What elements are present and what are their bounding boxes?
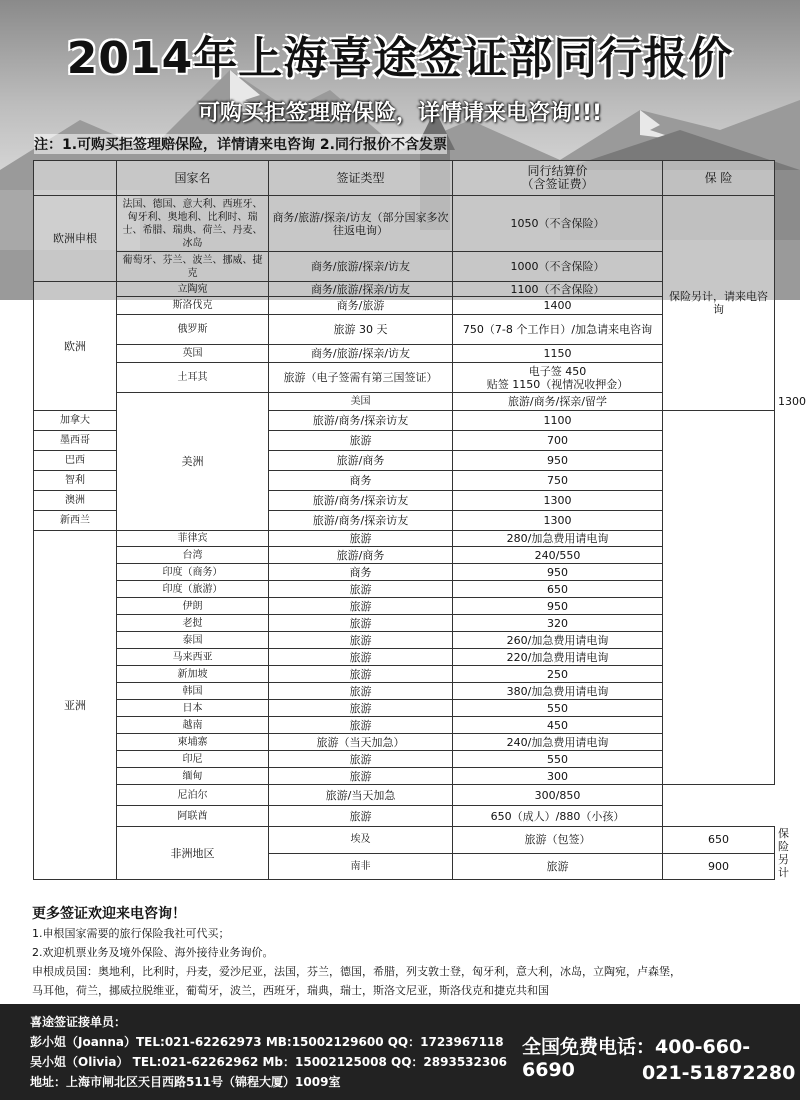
price-cell: 1100（不含保险） [453, 282, 663, 297]
country-cell: 韩国 [117, 683, 269, 700]
page-subtitle: 可购买拒签理赔保险，详情请来电咨询!!! [197, 101, 603, 126]
price-cell: 1300 [453, 491, 663, 511]
price-cell: 380/加急费用请电询 [453, 683, 663, 700]
price-cell: 1300 [453, 511, 663, 531]
country-cell: 斯洛伐克 [117, 297, 269, 315]
price-cell: 550 [453, 751, 663, 768]
price-cell: 电子签 450 贴签 1150（视情况收押金） [453, 363, 663, 393]
visa-type-cell: 商务/旅游 [269, 297, 453, 315]
country-cell: 台湾 [117, 547, 269, 564]
visa-type-cell: 旅游 [269, 531, 453, 547]
country-cell: 印尼 [117, 751, 269, 768]
country-cell: 泰国 [117, 632, 269, 649]
visa-type-cell: 旅游/商务/探亲访友 [269, 511, 453, 531]
page-title: 2014年上海喜途签证部同行报价 [66, 33, 734, 84]
table-header-row [34, 161, 775, 196]
header-insurance: 保 险 [663, 161, 775, 196]
country-cell: 法国、德国、意大利、西班牙、匈牙利、奥地利、比利时、瑞士、希腊、瑞典、荷兰、丹麦、冰岛 [117, 196, 269, 252]
price-cell: 650 [453, 581, 663, 598]
price-cell: 650（成人）/880（小孩） [453, 806, 663, 827]
country-cell: 英国 [117, 345, 269, 363]
visa-type-cell: 旅游/当天加急 [269, 785, 453, 806]
country-cell: 老挝 [117, 615, 269, 632]
visa-type-cell: 旅游/商务 [269, 547, 453, 564]
price-cell: 550 [453, 700, 663, 717]
country-cell: 埃及 [269, 827, 453, 854]
visa-type-cell: 旅游 [269, 581, 453, 598]
country-cell: 俄罗斯 [117, 315, 269, 345]
contact-bar [0, 1004, 800, 1100]
price-cell: 1050（不含保险） [453, 196, 663, 252]
country-cell: 菲律宾 [117, 531, 269, 547]
visa-type-cell: 旅游 30 天 [269, 315, 453, 345]
country-cell: 立陶宛 [117, 282, 269, 297]
price-cell: 250 [453, 666, 663, 683]
country-cell: 伊朗 [117, 598, 269, 615]
notice-text: 注：1.可购买拒签理赔保险，详情请来电咨询 2.同行报价不含发票 [34, 134, 447, 154]
country-cell: 南非 [269, 853, 453, 880]
country-cell: 新西兰 [34, 511, 117, 531]
visa-type-cell: 旅游 [269, 751, 453, 768]
visa-type-cell: 商务/旅游/探亲/访友 [269, 345, 453, 363]
price-cell: 300 [453, 768, 663, 785]
visa-type-cell: 旅游 [269, 632, 453, 649]
visa-type-cell: 旅游/商务/探亲/留学 [453, 393, 663, 411]
country-cell: 日本 [117, 700, 269, 717]
header-country: 国家名 [117, 161, 269, 196]
visa-type-cell: 旅游（电子签需有第三国签证） [269, 363, 453, 393]
insurance-cell [663, 411, 775, 785]
info-line: 申根成员国：奥地利，比利时，丹麦，爱沙尼亚，法国，芬兰，德国，希腊，列支敦士登，匈牙利，意大利，冰岛，立陶宛，卢森堡， [32, 965, 681, 978]
visa-type-cell: 旅游/商务/探亲访友 [269, 491, 453, 511]
country-cell: 阿联酋 [117, 806, 269, 827]
price-cell: 260/加急费用请电询 [453, 632, 663, 649]
region-cell: 美洲 [117, 393, 269, 531]
region-cell: 非洲地区 [117, 827, 269, 880]
table-row: 美洲 美国 旅游/商务/探亲/留学 1300 [34, 393, 775, 411]
country-cell: 马来西亚 [117, 649, 269, 666]
info-line: 1.申根国家需要的旅行保险我社可代买； [32, 927, 230, 940]
contact-label: 喜途签证接单员： [30, 1015, 127, 1029]
visa-type-cell: 旅游 [269, 806, 453, 827]
country-cell: 墨西哥 [34, 431, 117, 451]
contact-address: 地址：上海市闸北区天目西路511号（锦程大厦）1009室 [30, 1075, 341, 1089]
visa-type-cell: 旅游/商务 [269, 451, 453, 471]
visa-type-cell: 旅游 [269, 431, 453, 451]
price-cell: 450 [453, 717, 663, 734]
region-cell: 欧洲申根 [34, 196, 117, 282]
price-cell: 700 [453, 431, 663, 451]
info-section [32, 905, 777, 1000]
price-cell: 1150 [453, 345, 663, 363]
country-cell: 印度（商务） [117, 564, 269, 581]
price-cell: 300/850 [453, 785, 663, 806]
header-visa-type: 签证类型 [269, 161, 453, 196]
table-row [34, 806, 775, 827]
price-cell: 950 [453, 564, 663, 581]
visa-type-cell: 商务/旅游/探亲/访友（部分国家多次往返电询） [269, 196, 453, 252]
country-cell: 葡萄牙、芬兰、波兰、挪威、捷克 [117, 252, 269, 282]
region-cell: 亚洲 [34, 531, 117, 880]
country-cell: 巴西 [34, 451, 117, 471]
country-cell: 越南 [117, 717, 269, 734]
info-line: 马耳他，荷兰，挪威拉脱维亚，葡萄牙，波兰，西班牙，瑞典，瑞士，斯洛文尼亚，斯洛伐克和捷克共和国 [32, 984, 549, 997]
office-phone: 021-51872280 [642, 1062, 796, 1084]
contact-person-1: 彭小姐（Joanna）TEL:021-62262973 MB:15002129600 QQ：1723967118 [30, 1035, 504, 1049]
table-row [34, 196, 775, 252]
price-cell: 900 [663, 853, 775, 880]
country-cell: 新加坡 [117, 666, 269, 683]
visa-type-cell: 旅游 [269, 683, 453, 700]
price-cell: 750（7-8 个工作日）/加急请来电咨询 [453, 315, 663, 345]
price-cell: 950 [453, 451, 663, 471]
header-region [34, 161, 117, 196]
country-cell: 柬埔寨 [117, 734, 269, 751]
region-cell: 欧洲 [34, 282, 117, 411]
price-cell: 240/加急费用请电询 [453, 734, 663, 751]
visa-type-cell: 旅游 [269, 615, 453, 632]
price-table [33, 160, 806, 880]
country-cell: 印度（旅游） [117, 581, 269, 598]
visa-type-cell: 旅游 [269, 666, 453, 683]
country-cell: 尼泊尔 [117, 785, 269, 806]
visa-type-cell: 旅游 [269, 768, 453, 785]
header-price: 同行结算价 （含签证费） [453, 161, 663, 196]
visa-type-cell: 旅游 [453, 853, 663, 880]
visa-type-cell: 商务 [269, 471, 453, 491]
visa-type-cell: 旅游 [269, 717, 453, 734]
contact-person-2: 吴小姐（Olivia） TEL:021-62262962 Mb：15002125008 QQ：2893532306 [30, 1055, 507, 1069]
country-cell: 加拿大 [34, 411, 117, 431]
price-cell: 280/加急费用请电询 [453, 531, 663, 547]
visa-type-cell: 旅游（包签） [453, 827, 663, 854]
hotline: 全国免费电话：400-660-6690 [522, 1036, 751, 1081]
country-cell: 智利 [34, 471, 117, 491]
price-cell: 1400 [453, 297, 663, 315]
price-cell: 750 [453, 471, 663, 491]
price-cell: 950 [453, 598, 663, 615]
visa-type-cell: 商务/旅游/探亲/访友 [269, 252, 453, 282]
visa-type-cell: 商务/旅游/探亲/访友 [269, 282, 453, 297]
info-heading: 更多签证欢迎来电咨询！ [32, 906, 186, 922]
visa-type-cell: 商务 [269, 564, 453, 581]
visa-type-cell: 旅游 [269, 649, 453, 666]
info-line: 2.欢迎机票业务及境外保险、海外接待业务询价。 [32, 946, 274, 959]
insurance-cell: 保险另计，请来电咨询 [663, 196, 775, 411]
country-cell: 美国 [269, 393, 453, 411]
price-cell: 320 [453, 615, 663, 632]
price-cell: 220/加急费用请电询 [453, 649, 663, 666]
table-row: 非洲地区 埃及 旅游（包签） 650 保险另计 [34, 827, 775, 854]
visa-type-cell: 旅游 [269, 598, 453, 615]
country-cell: 缅甸 [117, 768, 269, 785]
visa-type-cell: 旅游 [269, 700, 453, 717]
price-cell: 1100 [453, 411, 663, 431]
country-cell: 澳洲 [34, 491, 117, 511]
price-cell: 240/550 [453, 547, 663, 564]
country-cell: 土耳其 [117, 363, 269, 393]
price-cell: 650 [663, 827, 775, 854]
price-cell: 1000（不含保险） [453, 252, 663, 282]
table-row [34, 785, 775, 806]
visa-type-cell: 旅游（当天加急） [269, 734, 453, 751]
visa-type-cell: 旅游/商务/探亲访友 [269, 411, 453, 431]
